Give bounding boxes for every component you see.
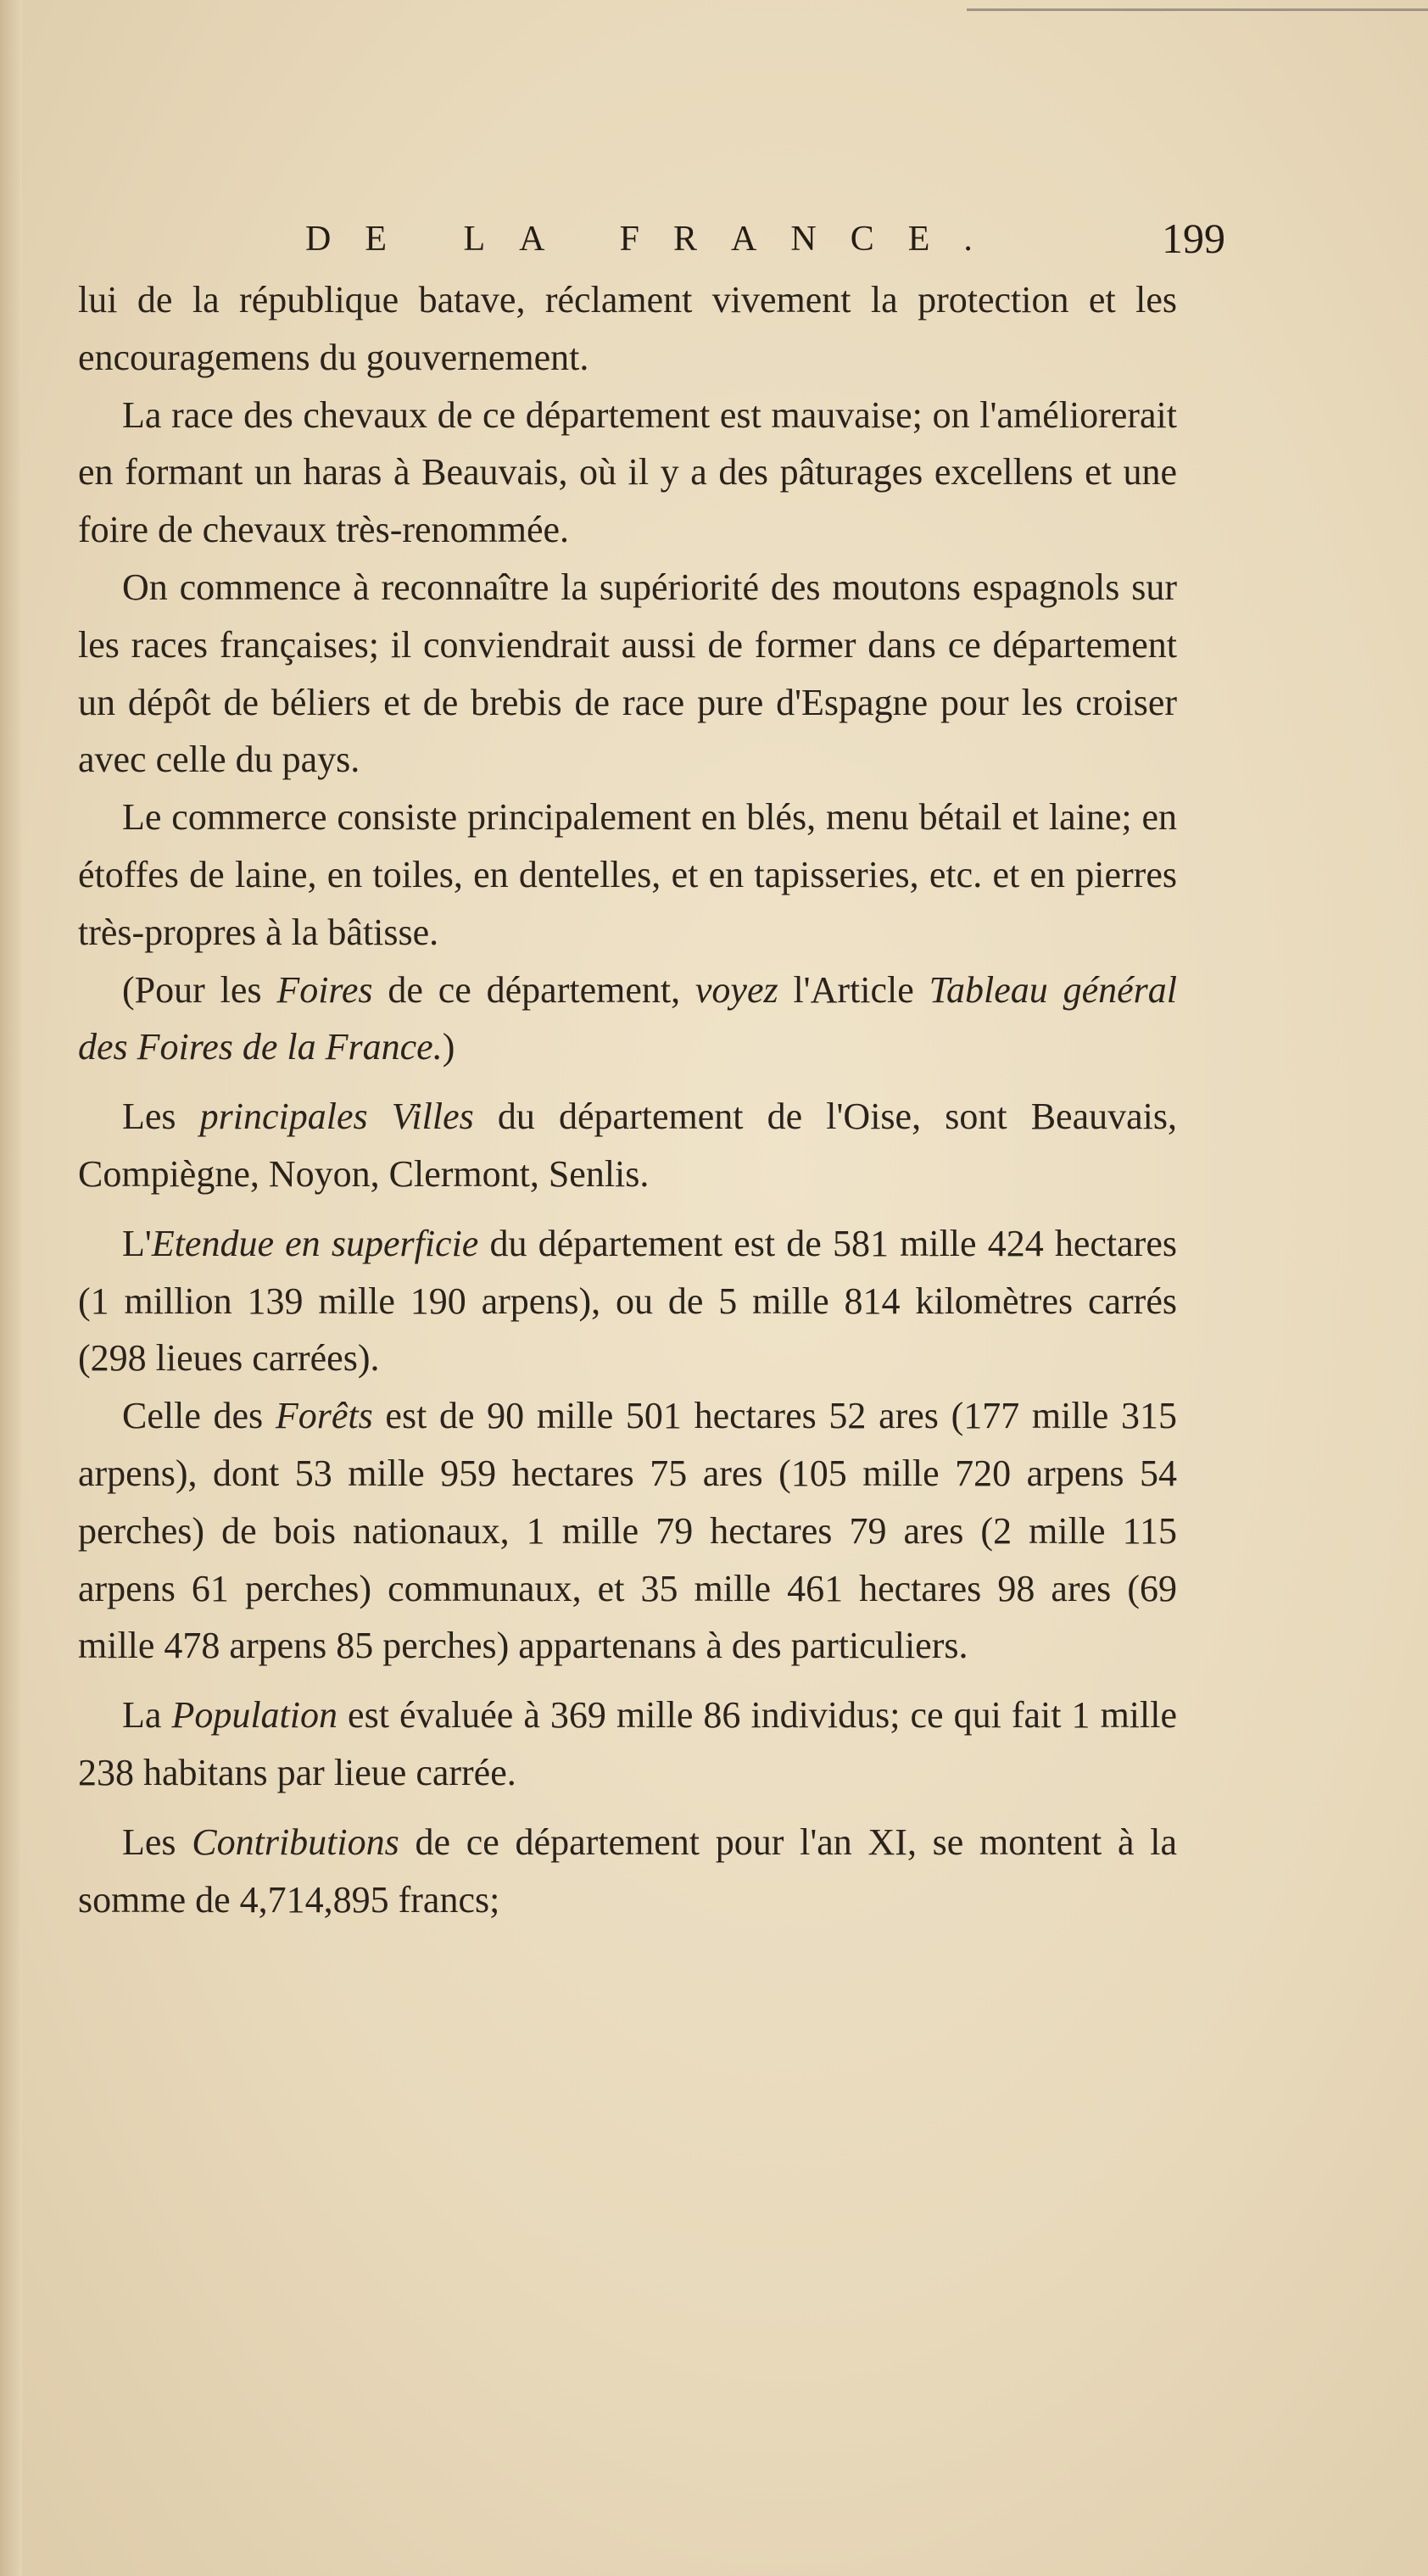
paragraph-p7	[78, 1215, 1177, 1387]
text-segment: l'Article	[778, 968, 929, 1011]
text-segment: est évaluée à 369 mille 86 individus; ce qui fait 1 mille 238 habitans par lieue carrée.	[78, 1694, 1178, 1793]
text-segment: est de 90 mille 501 hectares 52 ares (177 mille 315 arpens), dont 53 mille 959 hectares 75 ares (105 mille 720 arpens 54 perches) de bois nationaux, 1 mille 79 hectares 79 ares (2 mille 115 arpens 61 perches) communaux, et 35 mille 461 hectares 98 ares (69 mille 478 arpens 85 perches) appartenans à des particuliers.	[78, 1395, 1177, 1667]
paragraph-p3	[78, 559, 1177, 789]
paragraph-p8	[78, 1387, 1177, 1675]
paragraph-p1	[78, 271, 1177, 387]
text-segment: du département est de 581 mille 424 hectares (1 million 139 mille 190 arpens), ou de 5 mille 814 kilomètres carrés (298 lieues carrées).	[78, 1222, 1177, 1380]
text-segment: Les	[122, 1096, 200, 1138]
italic-term: Etendue en superficie	[151, 1222, 479, 1264]
text-segment: Les	[122, 1820, 192, 1863]
text-segment: du département de l'Oise, sont Beauvais, Compiègne, Noyon, Clermont, Senlis.	[78, 1096, 1177, 1195]
paragraph-p10	[78, 1814, 1177, 1929]
italic-term: Foires	[276, 968, 373, 1011]
page-header	[305, 215, 1225, 270]
text-segment: L'	[122, 1222, 152, 1264]
page-gutter-shadow	[0, 0, 22, 2576]
page-edge-line	[967, 8, 1428, 11]
italic-term: Tableau général des Foires de la France.	[78, 968, 1178, 1068]
text-segment: On commence à reconnaître la supériorité des moutons espagnols sur les races françaises; il conviendrait aussi de former dans ce département un dépôt de béliers et de brebis de race pure d'Espagne pour les croiser avec celle du pays.	[78, 566, 1177, 781]
paragraph-p9	[78, 1687, 1177, 1802]
text-segment: La race des chevaux de ce département est mauvaise; on l'améliorerait en formant un haras à Beauvais, où il y a des pâturages excellens et une foire de chevaux très-renommée.	[78, 393, 1177, 551]
italic-term: Forêts	[275, 1395, 373, 1437]
text-segment: de ce département,	[372, 968, 695, 1011]
text-segment: Celle des	[122, 1395, 276, 1437]
paragraph-p6	[78, 1088, 1177, 1203]
paragraph-p4	[78, 789, 1177, 961]
body-text	[78, 271, 1177, 1928]
paragraph-p5	[78, 962, 1177, 1077]
text-segment: )	[442, 1026, 455, 1068]
text-segment: La	[122, 1694, 172, 1737]
text-segment: (Pour les	[122, 968, 277, 1011]
text-segment: Le commerce consiste principalement en blés, menu bétail et laine; en étoffes de laine, en toiles, en dentelles, et en tapisseries, etc. et en pierres très-propres à la bâtisse.	[78, 796, 1177, 953]
text-segment: lui de la république batave, réclament vivement la protection et les encouragemens du gouvernement.	[78, 279, 1177, 378]
italic-term: principales Villes	[199, 1096, 474, 1138]
text-segment: de ce département pour l'an XI, se montent à la somme de 4,714,895 francs;	[78, 1820, 1177, 1921]
italic-term: Population	[171, 1694, 338, 1737]
running-head: DE LA FRANCE.	[305, 220, 1007, 259]
paragraph-p2	[78, 387, 1177, 559]
italic-term: Contributions	[192, 1820, 399, 1863]
italic-term: voyez	[694, 968, 778, 1011]
page-number: 199	[1162, 215, 1225, 262]
